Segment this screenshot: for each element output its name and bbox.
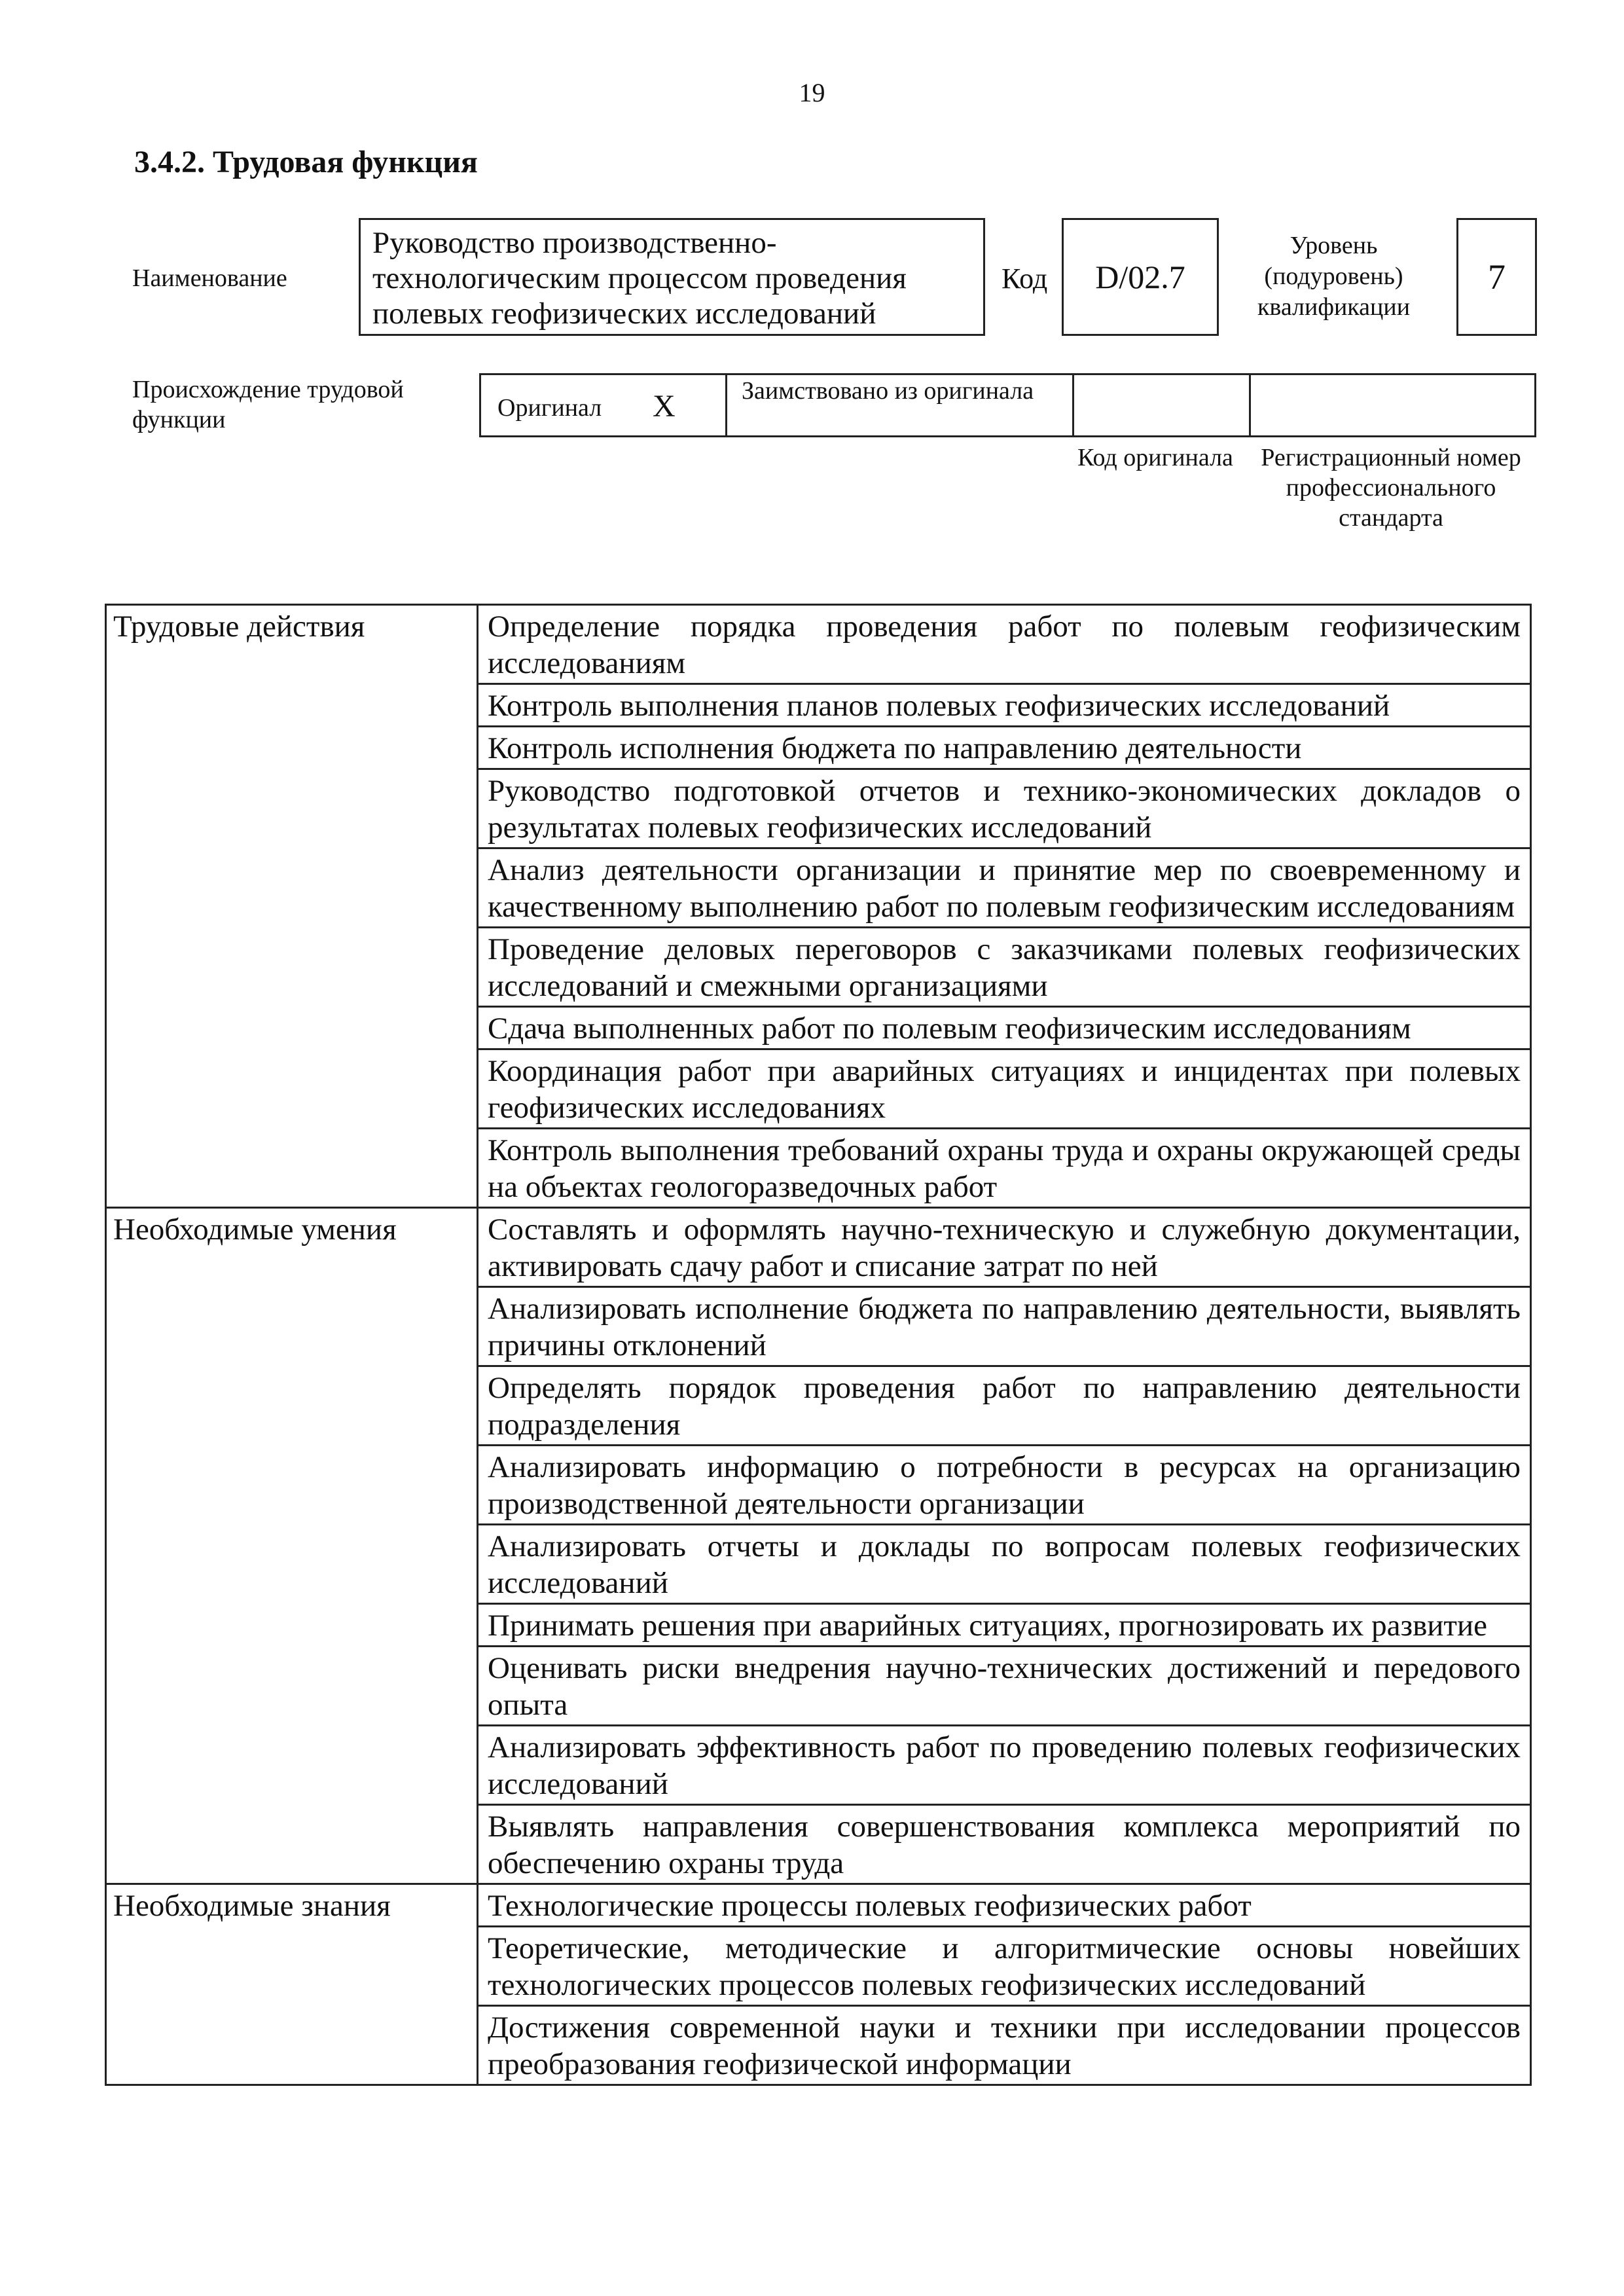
table-row: [106, 1884, 1531, 1927]
table-cell-item: Анализ деятельности организации и принятие мер по своевременному и качественному выполнению работ по полевым геофизическим исследованиям: [478, 848, 1531, 928]
origin-label: Происхождение трудовой функции: [132, 376, 404, 433]
table-cell-item: Анализировать исполнение бюджета по направлению деятельности, выявлять причины отклонений: [478, 1287, 1531, 1366]
table-cell-item: Сдача выполненных работ по полевым геофизическим исследованиям: [478, 1007, 1531, 1049]
table-row: [106, 1208, 1531, 1287]
table-cell-item: Анализировать эффективность работ по проведению полевых геофизических исследований: [478, 1726, 1531, 1805]
origin-borrowed-cell: [727, 375, 1074, 435]
code-label: Код: [1001, 263, 1048, 295]
table-cell-item: Руководство подготовкой отчетов и технико-экономических докладов о результатах полевых геофизических исследований: [478, 769, 1531, 848]
table-cell-item: Проведение деловых переговоров с заказчиками полевых геофизических исследований и смежными организациями: [478, 928, 1531, 1007]
section-category: Трудовые действия: [106, 605, 478, 1208]
section-title: 3.4.2. Трудовая функция: [134, 145, 478, 179]
section-category: Необходимые знания: [106, 1884, 478, 2085]
table-cell-item: Контроль выполнения планов полевых геофизических исследований: [478, 684, 1531, 727]
qualification-level-label: Уровень (подуровень) квалификации: [1257, 232, 1411, 321]
origin-table: [479, 373, 1536, 437]
table-cell-item: Координация работ при аварийных ситуациях и инцидентах при полевых геофизических исследованиях: [478, 1049, 1531, 1129]
page-number: 19: [799, 78, 825, 107]
table-cell-item: Контроль выполнения требований охраны труда и охраны окружающей среды на объектах геологоразведочных работ: [478, 1129, 1531, 1208]
original-label: Оригинал: [497, 394, 602, 422]
table-cell-item: Составлять и оформлять научно-техническую и служебную документации, активировать сдачу работ и списание затрат по ней: [478, 1208, 1531, 1287]
reg-number-caption: Регистрационный номер профессионального стандарта: [1261, 444, 1521, 532]
table-cell-item: Определение порядка проведения работ по полевым геофизическим исследованиям: [478, 605, 1531, 684]
table-cell-item: Достижения современной науки и техники при исследовании процессов преобразования геофизической информации: [478, 2006, 1531, 2085]
qualification-level-box: 7: [1456, 218, 1537, 336]
table-cell-item: Оценивать риски внедрения научно-технических достижений и передового опыта: [478, 1647, 1531, 1726]
original-code-caption: Код оригинала: [1077, 444, 1233, 471]
table-cell-item: Анализировать отчеты и доклады по вопросам полевых геофизических исследований: [478, 1525, 1531, 1604]
code-value-box: D/02.7: [1062, 218, 1219, 336]
name-label: Наименование: [132, 264, 287, 292]
original-code-cell: [1074, 375, 1251, 435]
table-cell-item: Контроль исполнения бюджета по направлению деятельности: [478, 727, 1531, 769]
table-cell-item: Технологические процессы полевых геофизических работ: [478, 1884, 1531, 1927]
borrowed-label: Заимствовано из оригинала: [742, 377, 1034, 405]
reg-number-cell: [1251, 375, 1534, 435]
function-name-box: Руководство производственно-технологическим процессом проведения полевых геофизических исследований: [359, 218, 985, 336]
original-mark: X: [653, 389, 676, 424]
labor-function-table: [105, 604, 1532, 2086]
table-row: [106, 605, 1531, 684]
table-cell-item: Принимать решения при аварийных ситуациях, прогнозировать их развитие: [478, 1604, 1531, 1647]
section-category: Необходимые умения: [106, 1208, 478, 1884]
table-cell-item: Выявлять направления совершенствования комплекса мероприятий по обеспечению охраны труда: [478, 1805, 1531, 1884]
table-cell-item: Анализировать информацию о потребности в ресурсах на организацию производственной деятельности организации: [478, 1446, 1531, 1525]
origin-original-cell: [481, 375, 727, 435]
table-cell-item: Определять порядок проведения работ по направлению деятельности подразделения: [478, 1366, 1531, 1446]
table-cell-item: Теоретические, методические и алгоритмические основы новейших технологических процессов полевых геофизических исследований: [478, 1927, 1531, 2006]
